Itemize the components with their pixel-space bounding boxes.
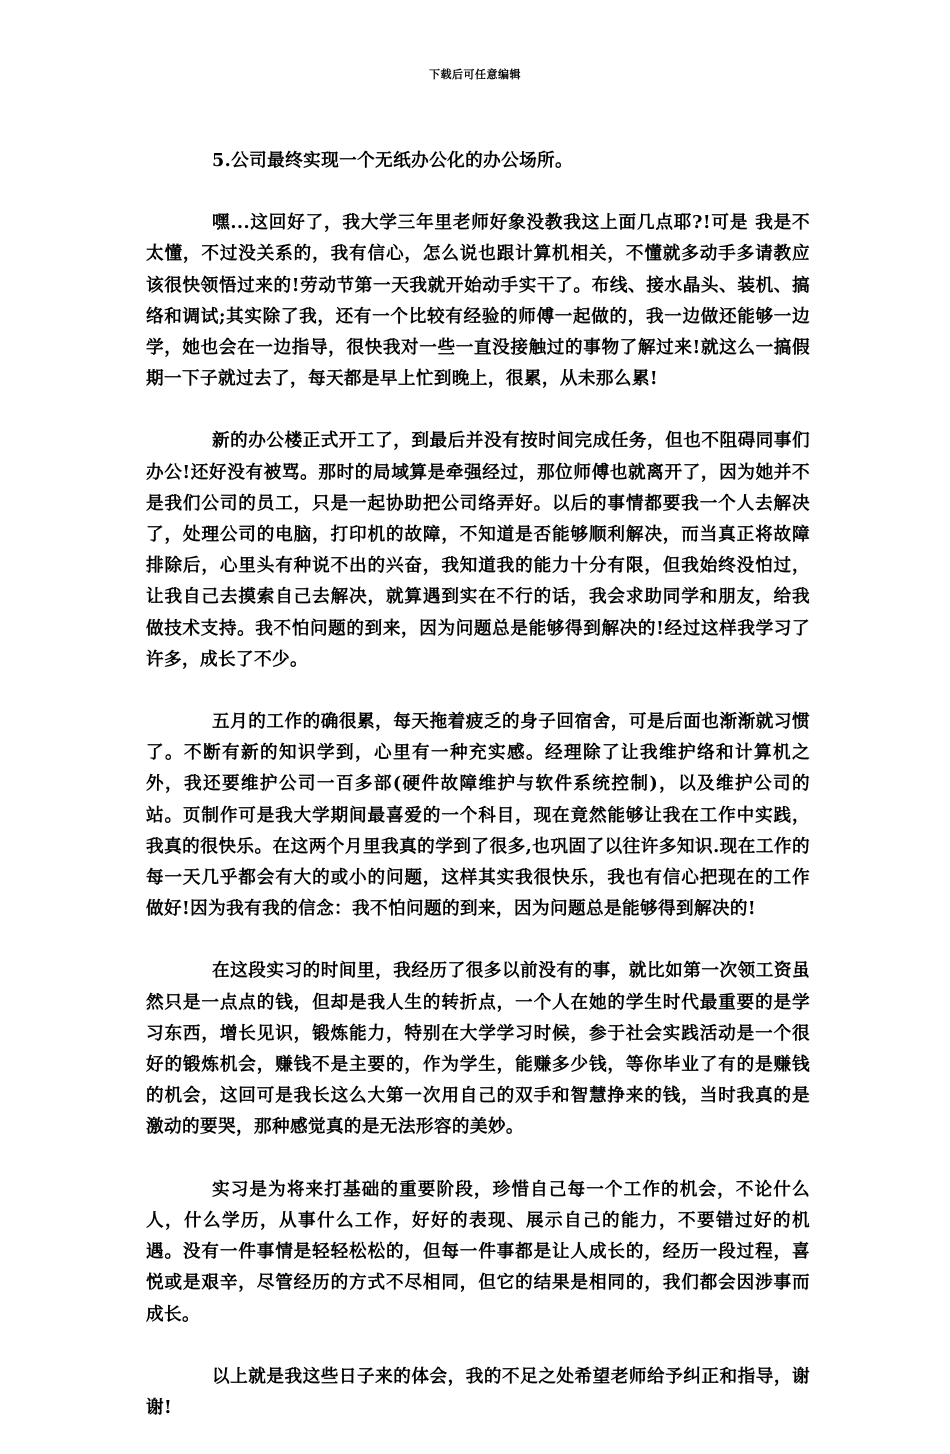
paragraph-learning-network: 嘿...这回好了，我大学三年里老师好象没教我这上面几点耶?!可是 我是不太懂，不过没关系的，我有信心，怎么说也跟计算机相关，不懂就多动手多请教应该很快领悟过来的!劳动节第一天我就开始动手实干了。布线、接水晶头、装机、搞络和调试;其实除了我，还有一个比较有经验的师傅一起做的，我一边做还能够一边学，她也会在一边指导，很快我对一些一直没接触过的事物了解过来!就这么一搞假期一下子就过去了，每天都是早上忙到晚上，很累，从未那么累!	[146, 212, 810, 390]
header-note: 下载后可任意编辑	[429, 68, 521, 81]
paragraph-may-work: 五月的工作的确很累，每天拖着疲乏的身子回宿舍，可是后面也渐渐就习惯了。不断有新的知识学到，心里有一种充实感。经理除了让我维护络和计算机之外，我还要维护公司一百多部(硬件故障维护与软件系统控制)，以及维护公司的站。页制作可是我大学期间最喜爱的一个科目，现在竟然能够让我在工作中实践，我真的很快乐。在这两个月里我真的学到了很多,也巩固了以往许多知识.现在工作的每一天几乎都会有大的或小的问题，这样其实我很快乐，我也有信心把现在的工作做好!因为我有我的信念：我不怕问题的到来，因为问题总是能够得到解决的!	[146, 711, 810, 920]
paragraph-internship-foundation: 实习是为将来打基础的重要阶段，珍惜自己每一个工作的机会，不论什么人，什么学历，从事什么工作，好好的表现、展示自己的能力，不要错过好的机遇。没有一件事情是轻轻松松的，但每一件事都是让人成长的，经历一段过程，喜悦或是艰辛，尽管经历的方式不尽相同，但它的结果是相同的，我们都会因涉事而成长。	[146, 1178, 810, 1325]
paragraph-item-5: 5.公司最终实现一个无纸办公化的办公场所。	[212, 150, 574, 171]
paragraph-new-office: 新的办公楼正式开工了，到最后并没有按时间完成任务，但也不阻碍同事们办公!还好没有被骂。那时的局域算是牵强经过，那位师傅也就离开了，因为她并不是我们公司的员工，只是一起协助把公司络弄好。以后的事情都要我一个人去解决了，处理公司的电脑，打印机的故障，不知道是否能够顺利解决，而当真正将故障排除后，心里头有种说不出的兴奋，我知道我的能力十分有限，但我始终没怕过，让我自己去摸索自己去解决，就算遇到实在不行的话，我会求助同学和朋友，给我做技术支持。我不怕问题的到来，因为问题总是能够得到解决的!经过这样我学习了许多，成长了不少。	[146, 430, 810, 670]
paragraph-internship-time: 在这段实习的时间里，我经历了很多以前没有的事，就比如第一次领工资虽然只是一点点的钱，但却是我人生的转折点，一个人在她的学生时代最重要的是学习东西，增长见识，锻炼能力，特别在大学学习时候，参于社会实践活动是一个很好的锻炼机会，赚钱不是主要的，作为学生，能赚多少钱，等你毕业了有的是赚钱的机会，这回可是我长这么大第一次用自己的双手和智慧挣来的钱，当时我真的是激动的要哭，那种感觉真的是无法形容的美妙。	[146, 960, 810, 1138]
document-body	[146, 145, 810, 1454]
paragraph-conclusion: 以上就是我这些日子来的体会，我的不足之处希望老师给予纠正和指导，谢谢!	[146, 1365, 810, 1418]
